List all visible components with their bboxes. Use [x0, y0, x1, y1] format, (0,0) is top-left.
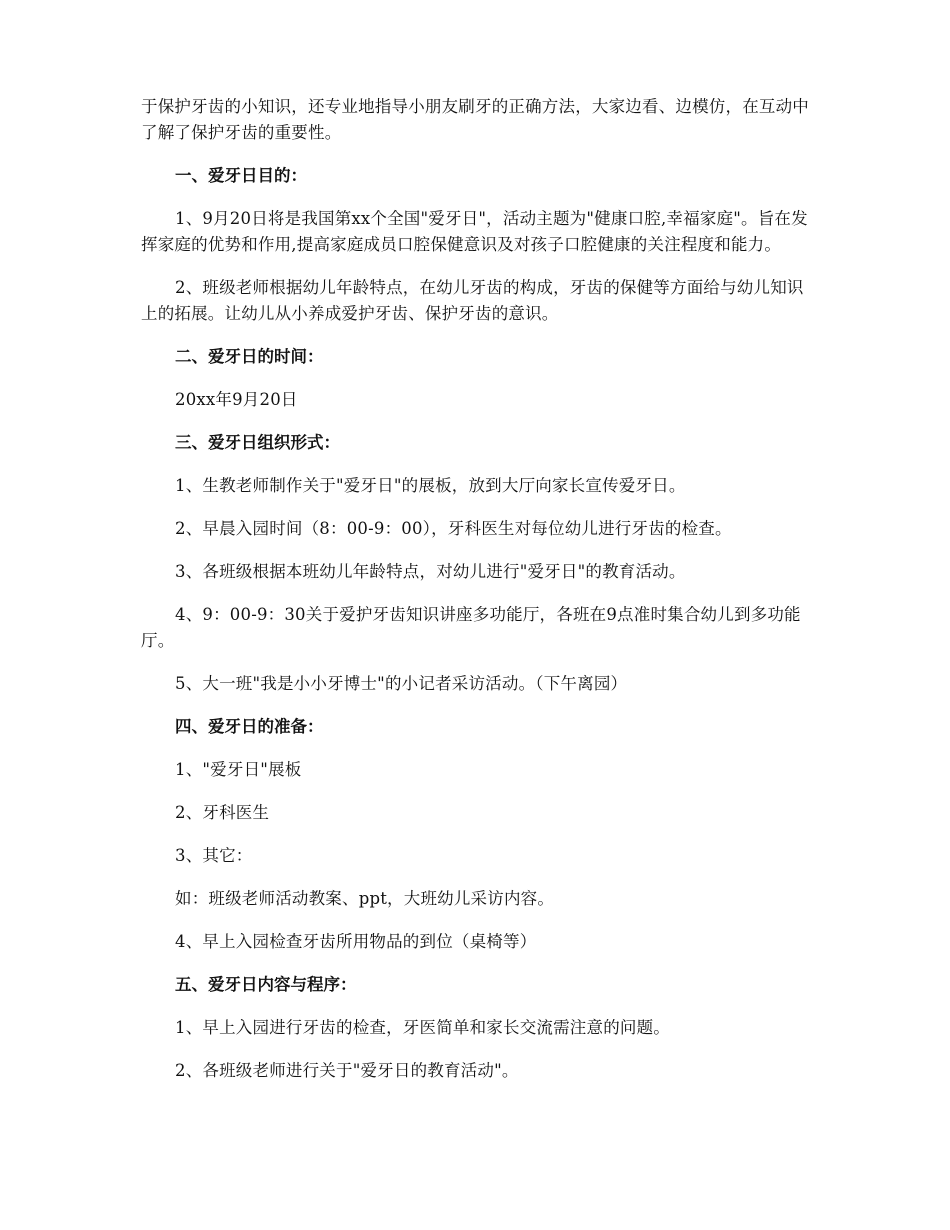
paragraph-prep-3: 3、其它：: [175, 846, 253, 865]
paragraph-program-2: 2、各班级老师进行关于"爱牙日的教育活动"。: [175, 1061, 519, 1080]
section-heading-format: 三、爱牙日组织形式：: [175, 433, 340, 452]
paragraph-prep-example: 如：班级老师活动教案、ppt，大班幼儿采访内容。: [175, 889, 555, 908]
paragraph-prep-1: 1、"爱牙日"展板: [175, 760, 302, 779]
paragraph-purpose-1: 1、9月20日将是我国第xx个全国"爱牙日"，活动主题为"健康口腔,幸福家庭"。旨在发挥家庭的优势和作用,提高家庭成员口腔保健意识及对孩子口腔健康的关注程度和能力。: [141, 209, 808, 254]
paragraph-prep-4: 4、早上入园检查牙齿所用物品的到位（桌椅等）: [175, 932, 537, 951]
paragraph-format-2: 2、早晨入园时间（8：00-9：00），牙科医生对每位幼儿进行牙齿的检查。: [175, 519, 732, 538]
paragraph-format-4: 4、9：00-9：30关于爱护牙齿知识讲座多功能厅，各班在9点准时集合幼儿到多功能厅。: [141, 605, 801, 650]
paragraph-format-1: 1、生教老师制作关于"爱牙日"的展板，放到大厅向家长宣传爱牙日。: [175, 476, 686, 495]
section-heading-preparation: 四、爱牙日的准备：: [175, 717, 324, 736]
paragraph-prep-2: 2、牙科医生: [175, 803, 270, 822]
paragraph-purpose-2: 2、班级老师根据幼儿年龄特点，在幼儿牙齿的构成，牙齿的保健等方面给与幼儿知识上的拓展。让幼儿从小养成爱护牙齿、保护牙齿的意识。: [141, 278, 804, 323]
section-heading-purpose: 一、爱牙日目的：: [175, 166, 307, 185]
section-heading-program: 五、爱牙日内容与程序：: [175, 975, 357, 994]
section-heading-time: 二、爱牙日的时间：: [175, 347, 324, 366]
document-page: [141, 94, 809, 1101]
paragraph-format-5: 5、大一班"我是小小牙博士"的小记者采访活动。（下午离园）: [175, 674, 628, 693]
paragraph-date: 20xx年9月20日: [175, 390, 298, 409]
paragraph-intro: 于保护牙齿的小知识，还专业地指导小朋友刷牙的正确方法，大家边看、边模仿，在互动中了解了保护牙齿的重要性。: [141, 97, 809, 142]
paragraph-format-3: 3、各班级根据本班幼儿年龄特点，对幼儿进行"爱牙日"的教育活动。: [175, 562, 686, 581]
paragraph-program-1: 1、早上入园进行牙齿的检查，牙医简单和家长交流需注意的问题。: [175, 1018, 670, 1037]
